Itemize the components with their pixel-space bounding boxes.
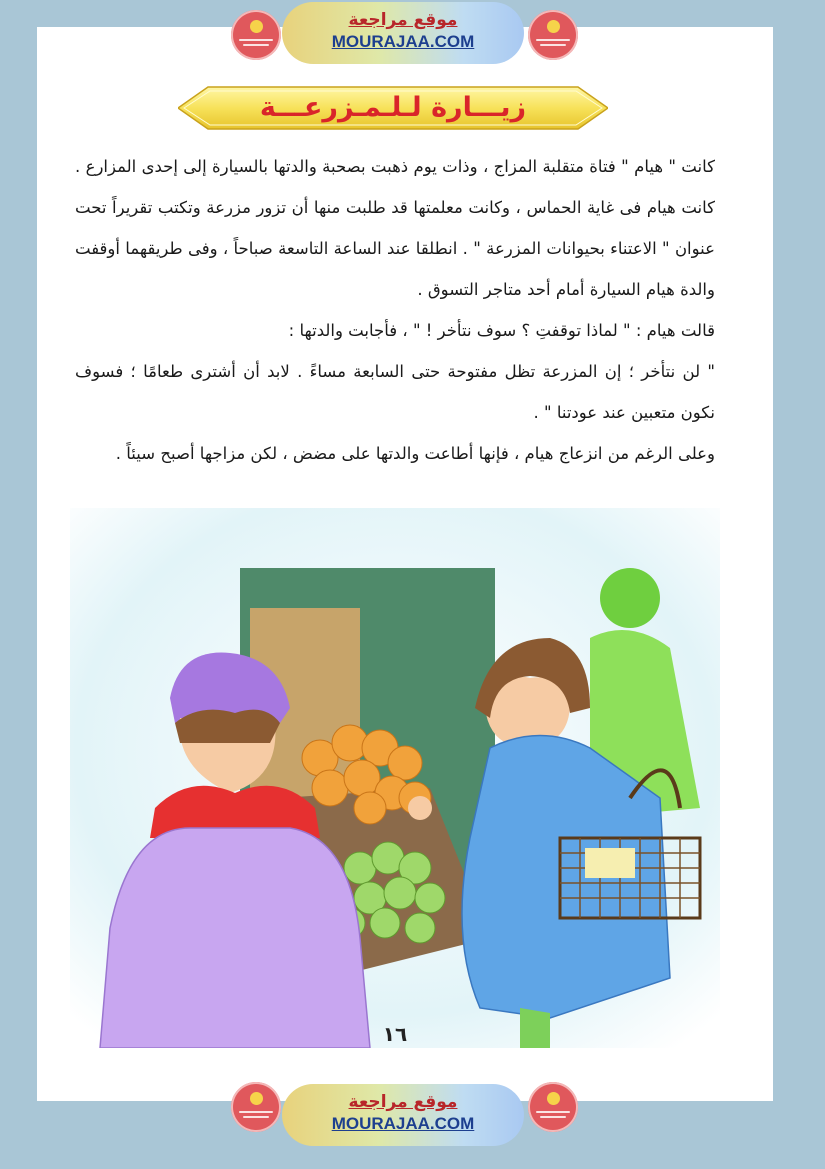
story-title-banner	[178, 84, 608, 132]
mourajaa-logo-icon	[231, 1082, 281, 1132]
story-paragraph-3: " لن نتأخر ؛ إن المزرعة تظل مفتوحة حتى السابعة مساءً . لابد أن أشترى طعامًا ؛ فسوف نكون متعبين عند عودتنا " .	[75, 362, 715, 422]
story-text	[75, 146, 715, 474]
site-footer-link[interactable]	[282, 1084, 524, 1146]
story-paragraph-4: وعلى الرغم من انزعاج هيام ، فإنها أطاعت والدتها على مضض ، لكن مزاجها أصبح سيئاً .	[115, 444, 715, 463]
story-illustration	[70, 508, 720, 1048]
site-name-arabic: موقع مراجعة	[348, 1092, 458, 1112]
story-paragraph-2: قالت هيام : " لماذا توقفتِ ؟ سوف نتأخر ! " ، فأجابت والدتها :	[288, 321, 715, 340]
mourajaa-logo-icon	[231, 10, 281, 60]
site-name-arabic: موقع مراجعة	[348, 10, 458, 30]
mourajaa-logo-icon	[528, 1082, 578, 1132]
mourajaa-logo-icon	[528, 10, 578, 60]
story-paragraph-1: كانت " هيام " فتاة متقلبة المزاج ، وذات يوم ذهبت بصحبة والدتها بالسيارة إلى إحدى المزارع . كانت هيام فى غاية الحماس ، وكانت معلمتها قد طلبت منها أن تزور مزرعة وتكتب تقريراً تحت عنوان " الاعتناء بحيوانات المزرعة " . انطلقا عند الساعة التاسعة صباحاً ، وفى طريقهما أوقفت والدة هيام السيارة أمام أحد متاجر التسوق .	[75, 157, 715, 299]
site-header-link[interactable]	[282, 2, 524, 64]
site-name-english: MOURAJAA.COM	[331, 32, 475, 51]
page-number: ١٦	[382, 1022, 408, 1046]
site-name-english: MOURAJAA.COM	[331, 1114, 475, 1133]
story-title: زيـــارة لـلـمـزرعـــة	[259, 92, 527, 123]
